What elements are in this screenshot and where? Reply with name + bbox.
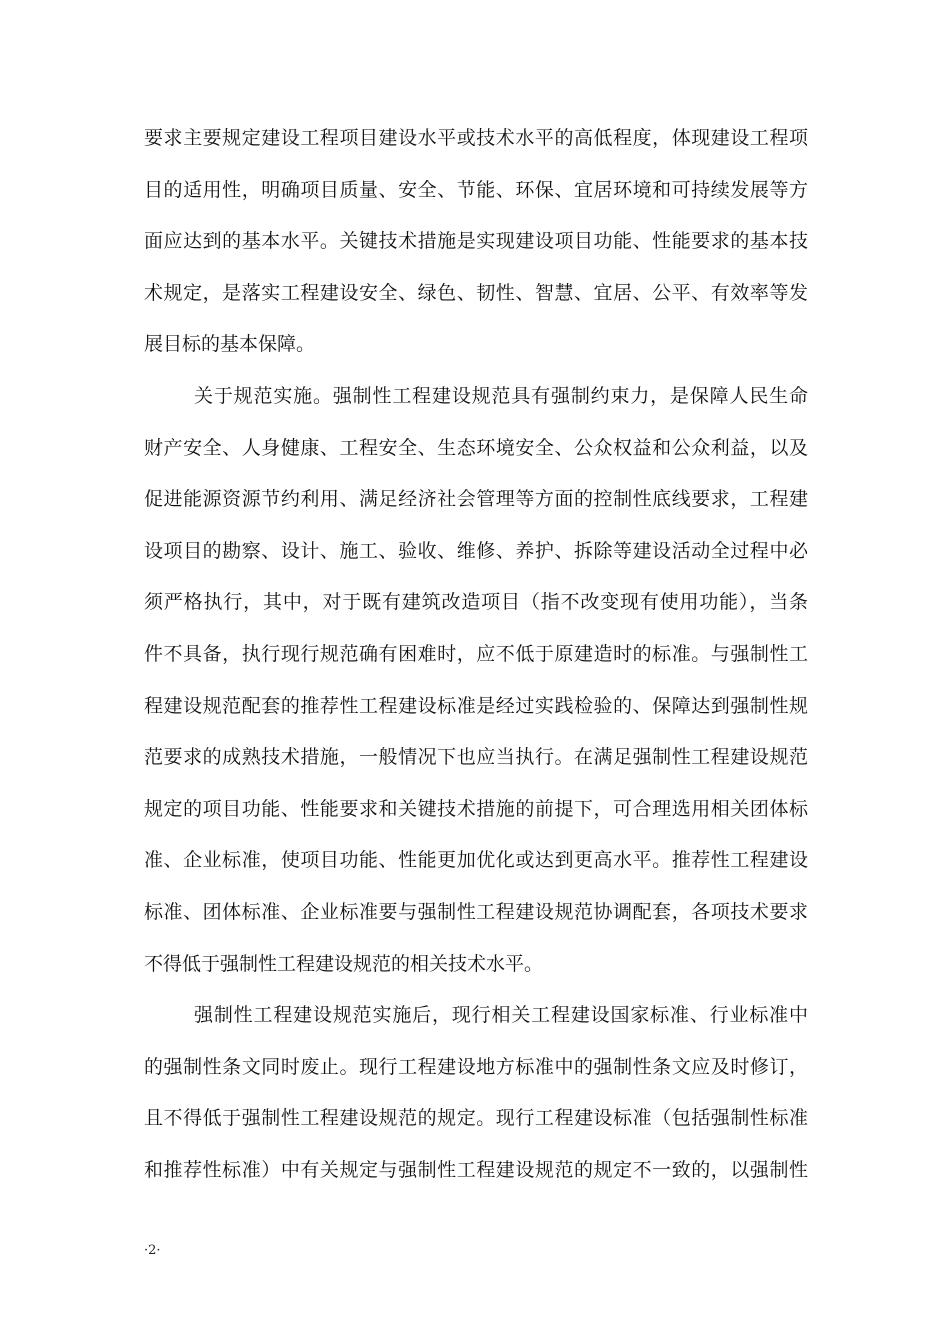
text-line: 设项目的勘察、设计、施工、验收、维修、养护、拆除等建设活动全过程中必 [144, 539, 808, 562]
text-line: 关于规范实施。强制性工程建设规范具有强制约束力，是保障人民生命 [194, 384, 808, 407]
text-line: 程建设规范配套的推荐性工程建设标准是经过实践检验的、保障达到强制性规 [144, 694, 808, 717]
text-line: 准、企业标准，使项目功能、性能更加优化或达到更高水平。推荐性工程建设 [144, 849, 808, 872]
text-line: 财产安全、人身健康、工程安全、生态环境安全、公众权益和公众利益，以及 [144, 436, 808, 459]
text-line: 展目标的基本保障。 [144, 333, 316, 356]
text-line: 术规定，是落实工程建设安全、绿色、韧性、智慧、宜居、公平、有效率等发 [144, 281, 808, 304]
text-line: 规定的项目功能、性能要求和关键技术措施的前提下，可合理选用相关团体标 [144, 797, 808, 820]
text-line: 促进能源资源节约利用、满足经济社会管理等方面的控制性底线要求，工程建 [144, 488, 808, 511]
page-number: ·2· [144, 1243, 161, 1258]
text-line: 且不得低于强制性工程建设规范的规定。现行工程建设标准（包括强制性标准 [144, 1107, 808, 1130]
document-body [144, 118, 808, 1201]
text-line: 须严格执行，其中，对于既有建筑改造项目（指不改变现有使用功能），当条 [144, 591, 808, 614]
text-line: 不得低于强制性工程建设规范的相关技术水平。 [144, 952, 544, 975]
text-line: 和推荐性标准）中有关规定与强制性工程建设规范的规定不一致的，以强制性 [144, 1158, 808, 1181]
text-line: 要求主要规定建设工程项目建设水平或技术水平的高低程度，体现建设工程项 [144, 127, 808, 149]
text-line: 标准、团体标准、企业标准要与强制性工程建设规范协调配套，各项技术要求 [144, 900, 808, 923]
text-line: 面应达到的基本水平。关键技术措施是实现建设项目功能、性能要求的基本技 [144, 230, 808, 253]
text-line: 件不具备，执行现行规范确有困难时，应不低于原建造时的标准。与强制性工 [144, 642, 808, 665]
text-line: 目的适用性，明确项目质量、安全、节能、环保、宜居环境和可持续发展等方 [144, 178, 808, 201]
text-line: 的强制性条文同时废止。现行工程建设地方标准中的强制性条文应及时修订， [144, 1055, 808, 1078]
text-line: 范要求的成熟技术措施，一般情况下也应当执行。在满足强制性工程建设规范 [144, 746, 808, 769]
text-line: 强制性工程建设规范实施后，现行相关工程建设国家标准、行业标准中 [194, 1004, 808, 1027]
